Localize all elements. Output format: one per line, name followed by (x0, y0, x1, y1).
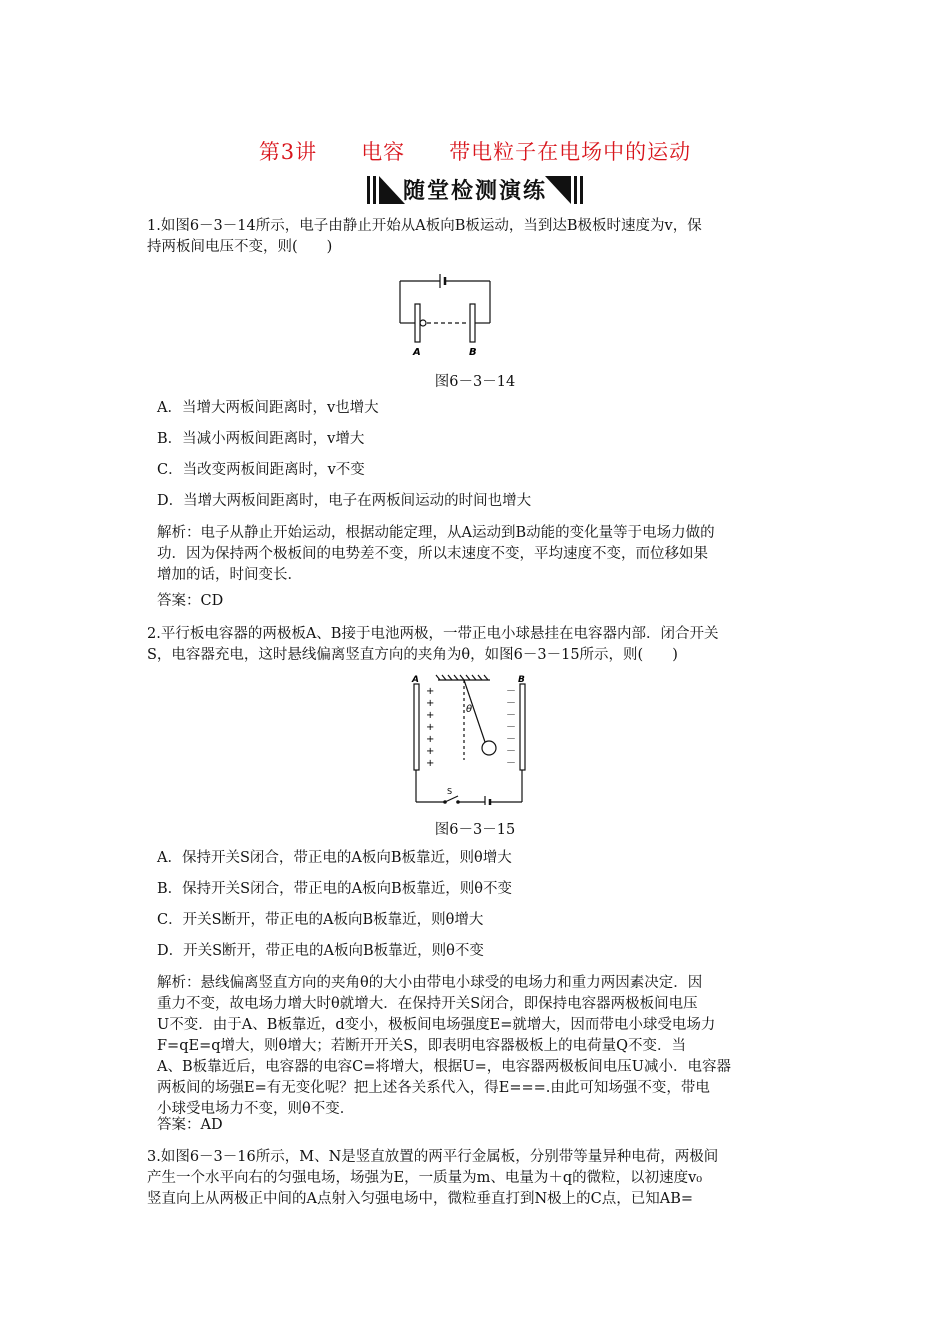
q2-label-theta: θ (466, 704, 473, 715)
title-part-subtopic: 带电粒子在电场中的运动 (449, 140, 692, 164)
title-part-topic: 电容 (361, 140, 406, 164)
q1-analysis-line: 增加的话，时间变长． (157, 567, 302, 583)
svg-text:－: － (506, 698, 516, 709)
lesson-title (0, 136, 950, 166)
q2-stem (147, 624, 807, 666)
q1-analysis-line: 解析：电子从静止开始运动，根据动能定理，从A运动到B动能的变化量等于电场力做的 (157, 525, 715, 541)
q2-plus-charges (426, 686, 434, 769)
q1-line1: 1.如图6－3－14所示，电子由静止开始从A板向B板运动，当到达B极板时速度为v，保 (147, 218, 702, 234)
q1-figure (395, 268, 505, 360)
q1-line2: 持两板间电压不变，则( ) (147, 239, 333, 255)
svg-text:+: + (426, 758, 435, 769)
svg-text:+: + (426, 722, 435, 733)
q2-label-switch: S (447, 787, 453, 796)
q2-option-a: A．保持开关S闭合，带正电的A板向B板靠近，则θ增大 (157, 850, 512, 866)
banner-text: 随堂检测演练 (402, 179, 547, 204)
q2-label-b: B (518, 675, 525, 685)
q3-line: 3.如图6－3－16所示，M、N是竖直放置的两平行金属板，分别带等量异种电荷，两极间 (147, 1149, 719, 1165)
svg-text:－: － (506, 710, 516, 721)
q2-option-b: B．保持开关S闭合，带正电的A板向B板靠近，则θ不变 (157, 881, 512, 897)
q2-option-c: C．开关S断开，带正电的A板向B板靠近，则θ增大 (157, 912, 484, 928)
q1-figure-caption: 图6－3－14 (434, 374, 516, 390)
svg-text:+: + (426, 746, 435, 757)
q3-line: 竖直向上从两极正中间的A点射入匀强电场中，微粒垂直打到N极上的C点，已知AB= (147, 1191, 694, 1207)
svg-text:+: + (426, 698, 435, 709)
svg-text:+: + (426, 686, 435, 697)
q2-analysis-line: U不变．由于A、B板靠近，d变小，极板间电场强度E=就增大，因而带电小球受电场力 (157, 1017, 716, 1033)
q1-analysis (157, 523, 817, 586)
q2-analysis-line: 重力不变，故电场力增大时θ就增大．在保持开关S闭合，即保持电容器两极板间电压 (157, 996, 698, 1012)
q2-figure (400, 670, 550, 805)
title-part-lesson: 第3讲 (258, 140, 318, 164)
svg-text:－: － (506, 734, 516, 745)
q1-option-a: A．当增大两板间距离时，v也增大 (157, 400, 379, 416)
q1-label-a: A (413, 347, 421, 358)
q1-option-c: C．当改变两板间距离时，v不变 (157, 462, 365, 478)
q2-analysis-line: 两板间的场强E=有无变化呢？把上述各关系代入，得E===.由此可知场强不变，带电 (157, 1080, 710, 1096)
q2-analysis-line: 解析：悬线偏离竖直方向的夹角θ的大小由带电小球受的电场力和重力两因素决定．因 (157, 975, 703, 991)
q2-line2: S，电容器充电，这时悬线偏离竖直方向的夹角为θ，如图6－3－15所示，则( ) (147, 647, 678, 663)
svg-text:－: － (506, 758, 516, 769)
q2-minus-charges (506, 686, 516, 769)
q1-option-b: B．当减小两板间距离时，v增大 (157, 431, 365, 447)
q2-analysis-line: 小球受电场力不变，则θ不变． (157, 1101, 355, 1117)
q1-analysis-line: 功．因为保持两个极板间的电势差不变，所以末速度不变，平均速度不变，而位移如果 (157, 546, 708, 562)
q1-option-d: D．当增大两板间距离时，电子在两板间运动的时间也增大 (157, 493, 532, 509)
q2-analysis (157, 973, 817, 1120)
svg-text:－: － (506, 746, 516, 757)
q2-analysis-line: F=qE=q增大，则θ增大；若断开开关S，即表明电容器极板上的电荷量Q不变．当 (157, 1038, 687, 1054)
q2-figure-caption: 图6－3－15 (434, 822, 516, 838)
q1-label-b: B (469, 347, 477, 358)
q1-stem (147, 216, 807, 258)
svg-text:－: － (506, 686, 516, 697)
svg-text:－: － (506, 722, 516, 733)
section-banner (355, 172, 595, 206)
q2-label-a: A (412, 675, 419, 685)
q3-stem (147, 1147, 807, 1210)
q2-option-d: D．开关S断开，带正电的A板向B板靠近，则θ不变 (157, 943, 484, 959)
q2-answer: 答案：AD (157, 1117, 223, 1133)
svg-text:+: + (426, 710, 435, 721)
q2-line1: 2.平行板电容器的两极板A、B接于电池两极，一带正电小球悬挂在电容器内部．闭合开关 (147, 626, 719, 642)
svg-text:+: + (426, 734, 435, 745)
q1-answer: 答案：CD (157, 593, 224, 609)
q3-line: 产生一个水平向右的匀强电场，场强为E，一质量为m、电量为＋q的微粒，以初速度v₀ (147, 1170, 703, 1186)
q2-analysis-line: A、B板靠近后，电容器的电容C=将增大，根据U=，电容器两极板间电压U减小．电容器 (157, 1059, 731, 1075)
